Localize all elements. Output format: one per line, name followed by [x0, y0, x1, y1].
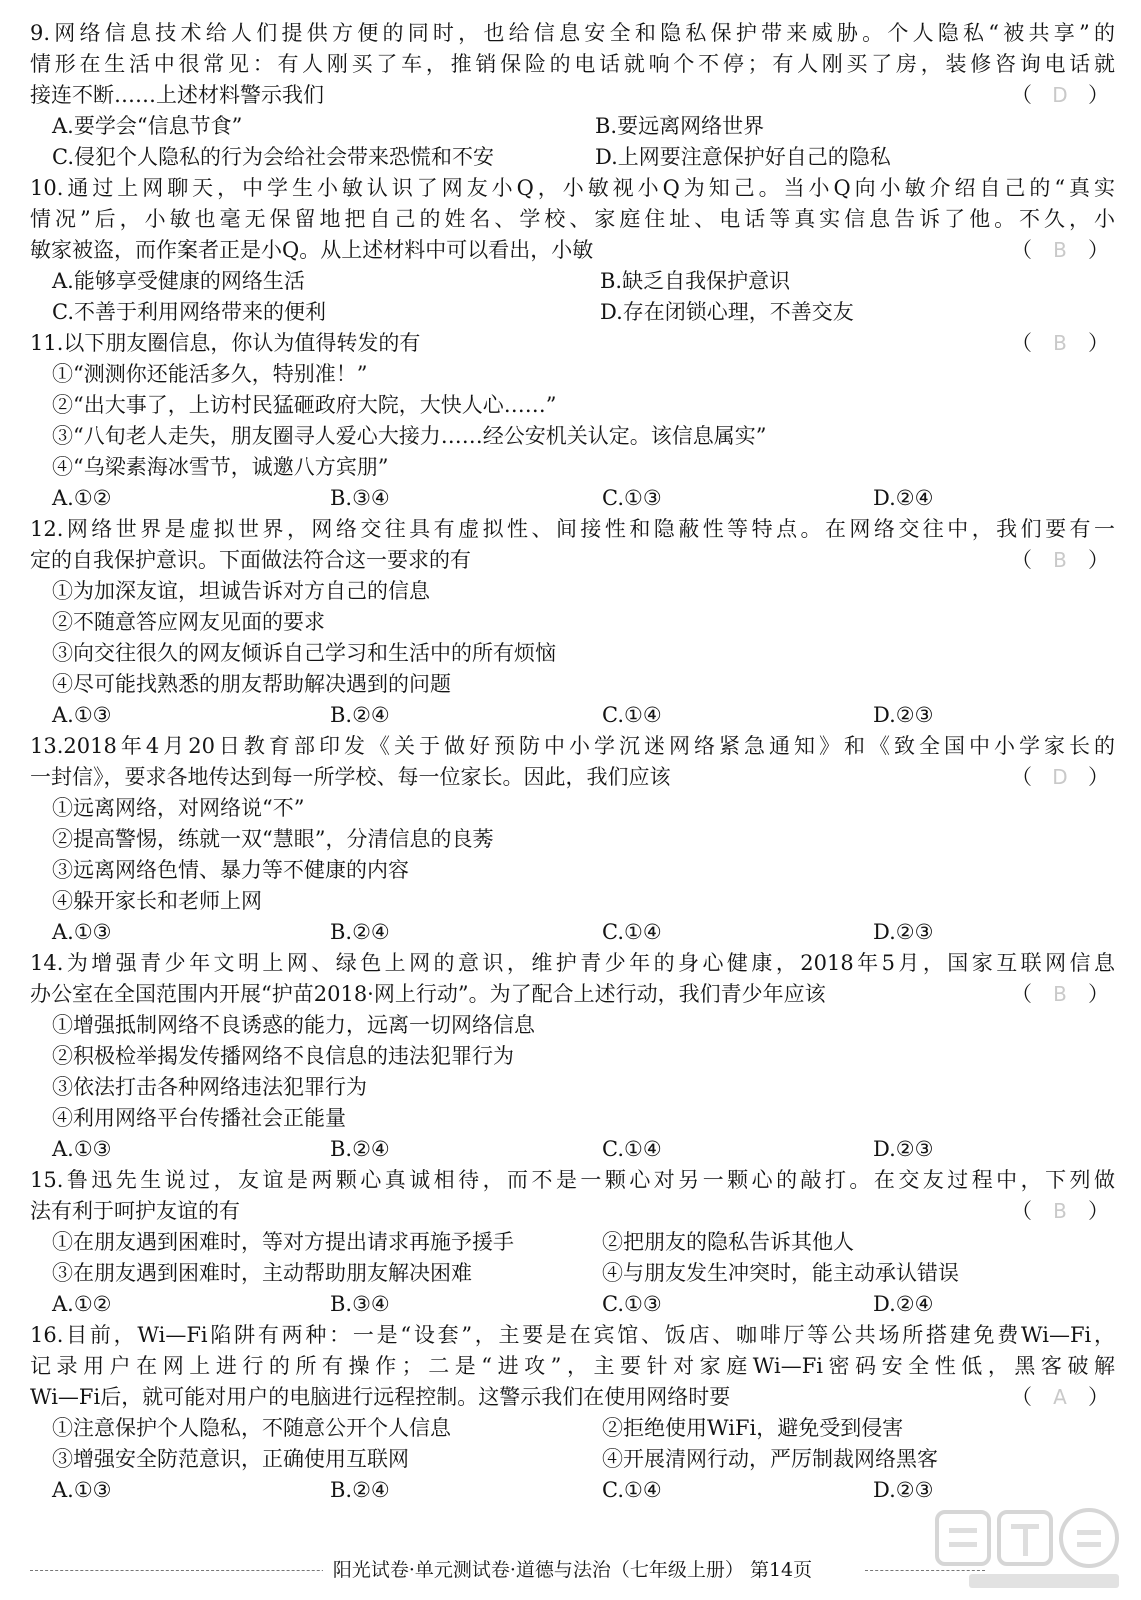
q15-item-1: ①在朋友遇到困难时，等对方提出请求再施予援手	[52, 1230, 514, 1254]
q12-option-c: C.①④	[602, 703, 662, 727]
q16-items-row-2	[30, 1444, 1115, 1475]
q15-option-a: A.①②	[52, 1292, 112, 1316]
q11-option-c: C.①③	[602, 486, 662, 510]
q9-option-b: B.要远离网络世界	[595, 114, 765, 138]
q10-option-c: C.不善于利用网络带来的便利	[52, 300, 326, 324]
q14-item-4: ④利用网络平台传播社会正能量	[52, 1106, 346, 1130]
q16-stem-line-2: 记录用户在网上进行的所有操作；二是“进攻”，主要针对家庭Wi—Fi密码安全性低，黑客破解	[30, 1354, 1115, 1378]
q11-options-row	[30, 483, 1115, 514]
q16-stem-text: Wi—Fi后，就可能对用户的电脑进行远程控制。这警示我们在使用网络时要	[30, 1385, 731, 1409]
q15-stem-line-2	[30, 1196, 1115, 1227]
q10-stem-line-3	[30, 235, 1115, 266]
q9-answer: D	[1052, 83, 1068, 107]
q16-item-3: ③增强安全防范意识，正确使用互联网	[52, 1447, 409, 1471]
q10-option-d: D.存在闭锁心理，不善交友	[600, 300, 854, 324]
q13-option-c: C.①④	[602, 920, 662, 944]
footer-text: 阳光试卷·单元测试卷·道德与法治（七年级上册） 第14页	[323, 1559, 822, 1581]
q14-option-d: D.②③	[873, 1137, 934, 1161]
q13-stem-line-2	[30, 762, 1115, 793]
q13-option-b: B.②④	[330, 920, 390, 944]
q12-options-row	[30, 700, 1115, 731]
q12-option-b: B.②④	[330, 703, 390, 727]
q16-stem-line-1: 16.目前，Wi—Fi陷阱有两种：一是“设套”，主要是在宾馆、饭店、咖啡厅等公共场所搭建免费Wi—Fi，	[30, 1323, 1115, 1347]
q15-item-4: ④与朋友发生冲突时，能主动承认错误	[602, 1261, 959, 1285]
q15-items-row-2	[30, 1258, 1115, 1289]
q14-stem-line-2	[30, 979, 1115, 1010]
q15-option-c: C.①③	[602, 1292, 662, 1316]
q15-answer: B	[1053, 1199, 1067, 1223]
q10-stem-text: 敏家被盗，而作案者正是小Q。从上述材料中可以看出，小敏	[30, 238, 594, 262]
q9-stem-line-2: 情形在生活中很常见：有人刚买了车，推销保险的电话就响个不停；有人刚买了房，装修咨询电话就	[30, 52, 1115, 76]
q16-answer: A	[1053, 1385, 1067, 1409]
q11-item-2: ②“出大事了，上访村民猛砸政府大院，大快人心……”	[52, 393, 557, 417]
q16-option-b: B.②④	[330, 1478, 390, 1502]
q15-options-row	[30, 1289, 1115, 1320]
q14-answer: B	[1053, 982, 1067, 1006]
q11-item-3: ③“八旬老人走失，朋友圈寻人爱心大接力……经公安机关认定。该信息属实”	[52, 424, 767, 448]
q16-item-4: ④开展清网行动，严厉制裁网络黑客	[602, 1447, 938, 1471]
q11-stem-text: 11.以下朋友圈信息，你认为值得转发的有	[30, 331, 421, 355]
q11-stem-line-1	[30, 328, 1115, 359]
q10-options-row-1	[30, 266, 1115, 297]
q12-option-d: D.②③	[873, 703, 934, 727]
q12-answer-bracket: （ B ）	[1005, 545, 1115, 576]
q15-stem-line-1: 15.鲁迅先生说过，友谊是两颗心真诚相待，而不是一颗心对另一颗心的敲打。在交友过程中，下列做	[30, 1168, 1115, 1192]
q13-stem-text: 一封信》，要求各地传达到每一所学校、每一位家长。因此，我们应该	[30, 765, 671, 789]
q16-answer-bracket: （ A ）	[1005, 1382, 1115, 1413]
q13-item-3: ③远离网络色情、暴力等不健康的内容	[52, 858, 409, 882]
q9-options-row-2	[30, 142, 1115, 173]
q15-option-d: D.②④	[873, 1292, 934, 1316]
q13-options-row	[30, 917, 1115, 948]
q9-stem-line-1: 9.网络信息技术给人们提供方便的同时，也给信息安全和隐私保护带来威胁。个人隐私“被共享”的	[30, 21, 1115, 45]
q9-option-a: A.要学会“信息节食”	[52, 114, 243, 138]
q14-item-1: ①增强抵制网络不良诱惑的能力，远离一切网络信息	[52, 1013, 535, 1037]
q9-option-d: D.上网要注意保护好自己的隐私	[595, 145, 891, 169]
q15-item-3: ③在朋友遇到困难时，主动帮助朋友解决困难	[52, 1261, 472, 1285]
q10-options-row-2	[30, 297, 1115, 328]
q13-stem-line-1: 13.2018年4月20日教育部印发《关于做好预防中小学沉迷网络紧急通知》和《致全国中小学家长的	[30, 734, 1115, 758]
q12-item-3: ③向交往很久的网友倾诉自己学习和生活中的所有烦恼	[52, 641, 556, 665]
q16-stem-line-3	[30, 1382, 1115, 1413]
q11-option-b: B.③④	[330, 486, 390, 510]
q10-stem-line-2: 情况”后，小敏也毫无保留地把自己的姓名、学校、家庭住址、电话等真实信息告诉了他。不久，小	[30, 207, 1115, 231]
q16-item-2: ②拒绝使用WiFi，避免受到侵害	[602, 1416, 904, 1440]
q13-item-4: ④躲开家长和老师上网	[52, 889, 262, 913]
q12-item-4: ④尽可能找熟悉的朋友帮助解决遇到的问题	[52, 672, 451, 696]
q12-stem-text: 定的自我保护意识。下面做法符合这一要求的有	[30, 548, 471, 572]
q14-option-a: A.①③	[52, 1137, 112, 1161]
q16-option-a: A.①③	[52, 1478, 112, 1502]
q11-option-a: A.①②	[52, 486, 112, 510]
q13-option-d: D.②③	[873, 920, 934, 944]
q16-option-d: D.②③	[873, 1478, 934, 1502]
q15-option-b: B.③④	[330, 1292, 390, 1316]
q12-item-2: ②不随意答应网友见面的要求	[52, 610, 325, 634]
q11-option-d: D.②④	[873, 486, 934, 510]
q14-answer-bracket: （ B ）	[1005, 979, 1115, 1010]
q12-option-a: A.①③	[52, 703, 112, 727]
q12-stem-line-2	[30, 545, 1115, 576]
q9-stem-text: 接连不断……上述材料警示我们	[30, 83, 324, 107]
q13-item-2: ②提高警惕，练就一双“慧眼”，分清信息的良莠	[52, 827, 494, 851]
q15-answer-bracket: （ B ）	[1005, 1196, 1115, 1227]
footer-divider-left	[30, 1570, 360, 1571]
q13-answer: D	[1052, 765, 1068, 789]
q15-stem-text: 法有利于呵护友谊的有	[30, 1199, 240, 1223]
q16-items-row-1	[30, 1413, 1115, 1444]
q9-options-row-1	[30, 111, 1115, 142]
q13-item-1: ①远离网络，对网络说“不”	[52, 796, 305, 820]
q16-option-c: C.①④	[602, 1478, 662, 1502]
q14-option-c: C.①④	[602, 1137, 662, 1161]
q14-option-b: B.②④	[330, 1137, 390, 1161]
q9-stem-line-3	[30, 80, 1115, 111]
q12-answer: B	[1053, 548, 1067, 572]
q14-stem-text: 办公室在全国范围内开展“护苗2018·网上行动”。为了配合上述行动，我们青少年应该	[30, 982, 826, 1006]
watermark-logo-icon	[929, 1500, 1129, 1596]
q13-option-a: A.①③	[52, 920, 112, 944]
q11-answer-bracket: （ B ）	[1005, 328, 1115, 359]
q15-items-row-1	[30, 1227, 1115, 1258]
q15-item-2: ②把朋友的隐私告诉其他人	[602, 1230, 854, 1254]
q12-stem-line-1: 12.网络世界是虚拟世界，网络交往具有虚拟性、间接性和隐蔽性等特点。在网络交往中，我们要有一	[30, 517, 1115, 541]
q10-answer: B	[1053, 238, 1067, 262]
q10-answer-bracket: （ B ）	[1005, 235, 1115, 266]
q9-option-c: C.侵犯个人隐私的行为会给社会带来恐慌和不安	[52, 145, 494, 169]
q9-answer-bracket: （ D ）	[1005, 80, 1115, 111]
q12-item-1: ①为加深友谊，坦诚告诉对方自己的信息	[52, 579, 430, 603]
q14-item-2: ②积极检举揭发传播网络不良信息的违法犯罪行为	[52, 1044, 514, 1068]
exam-page	[30, 18, 1115, 1506]
q11-answer: B	[1053, 331, 1067, 355]
q14-stem-line-1: 14.为增强青少年文明上网、绿色上网的意识，维护青少年的身心健康，2018年5月，国家互联网信息	[30, 951, 1115, 975]
q11-item-4: ④“乌梁素海冰雪节，诚邀八方宾朋”	[52, 455, 389, 479]
q14-options-row	[30, 1134, 1115, 1165]
q16-item-1: ①注意保护个人隐私，不随意公开个人信息	[52, 1416, 451, 1440]
q10-stem-line-1: 10.通过上网聊天，中学生小敏认识了网友小Q，小敏视小Q为知己。当小Q向小敏介绍自己的“真实	[30, 176, 1115, 200]
q10-option-b: B.缺乏自我保护意识	[600, 269, 791, 293]
q13-answer-bracket: （ D ）	[1005, 762, 1115, 793]
q14-item-3: ③依法打击各种网络违法犯罪行为	[52, 1075, 367, 1099]
q11-item-1: ①“测测你还能活多久，特别准！”	[52, 362, 368, 386]
q10-option-a: A.能够享受健康的网络生活	[52, 269, 305, 293]
